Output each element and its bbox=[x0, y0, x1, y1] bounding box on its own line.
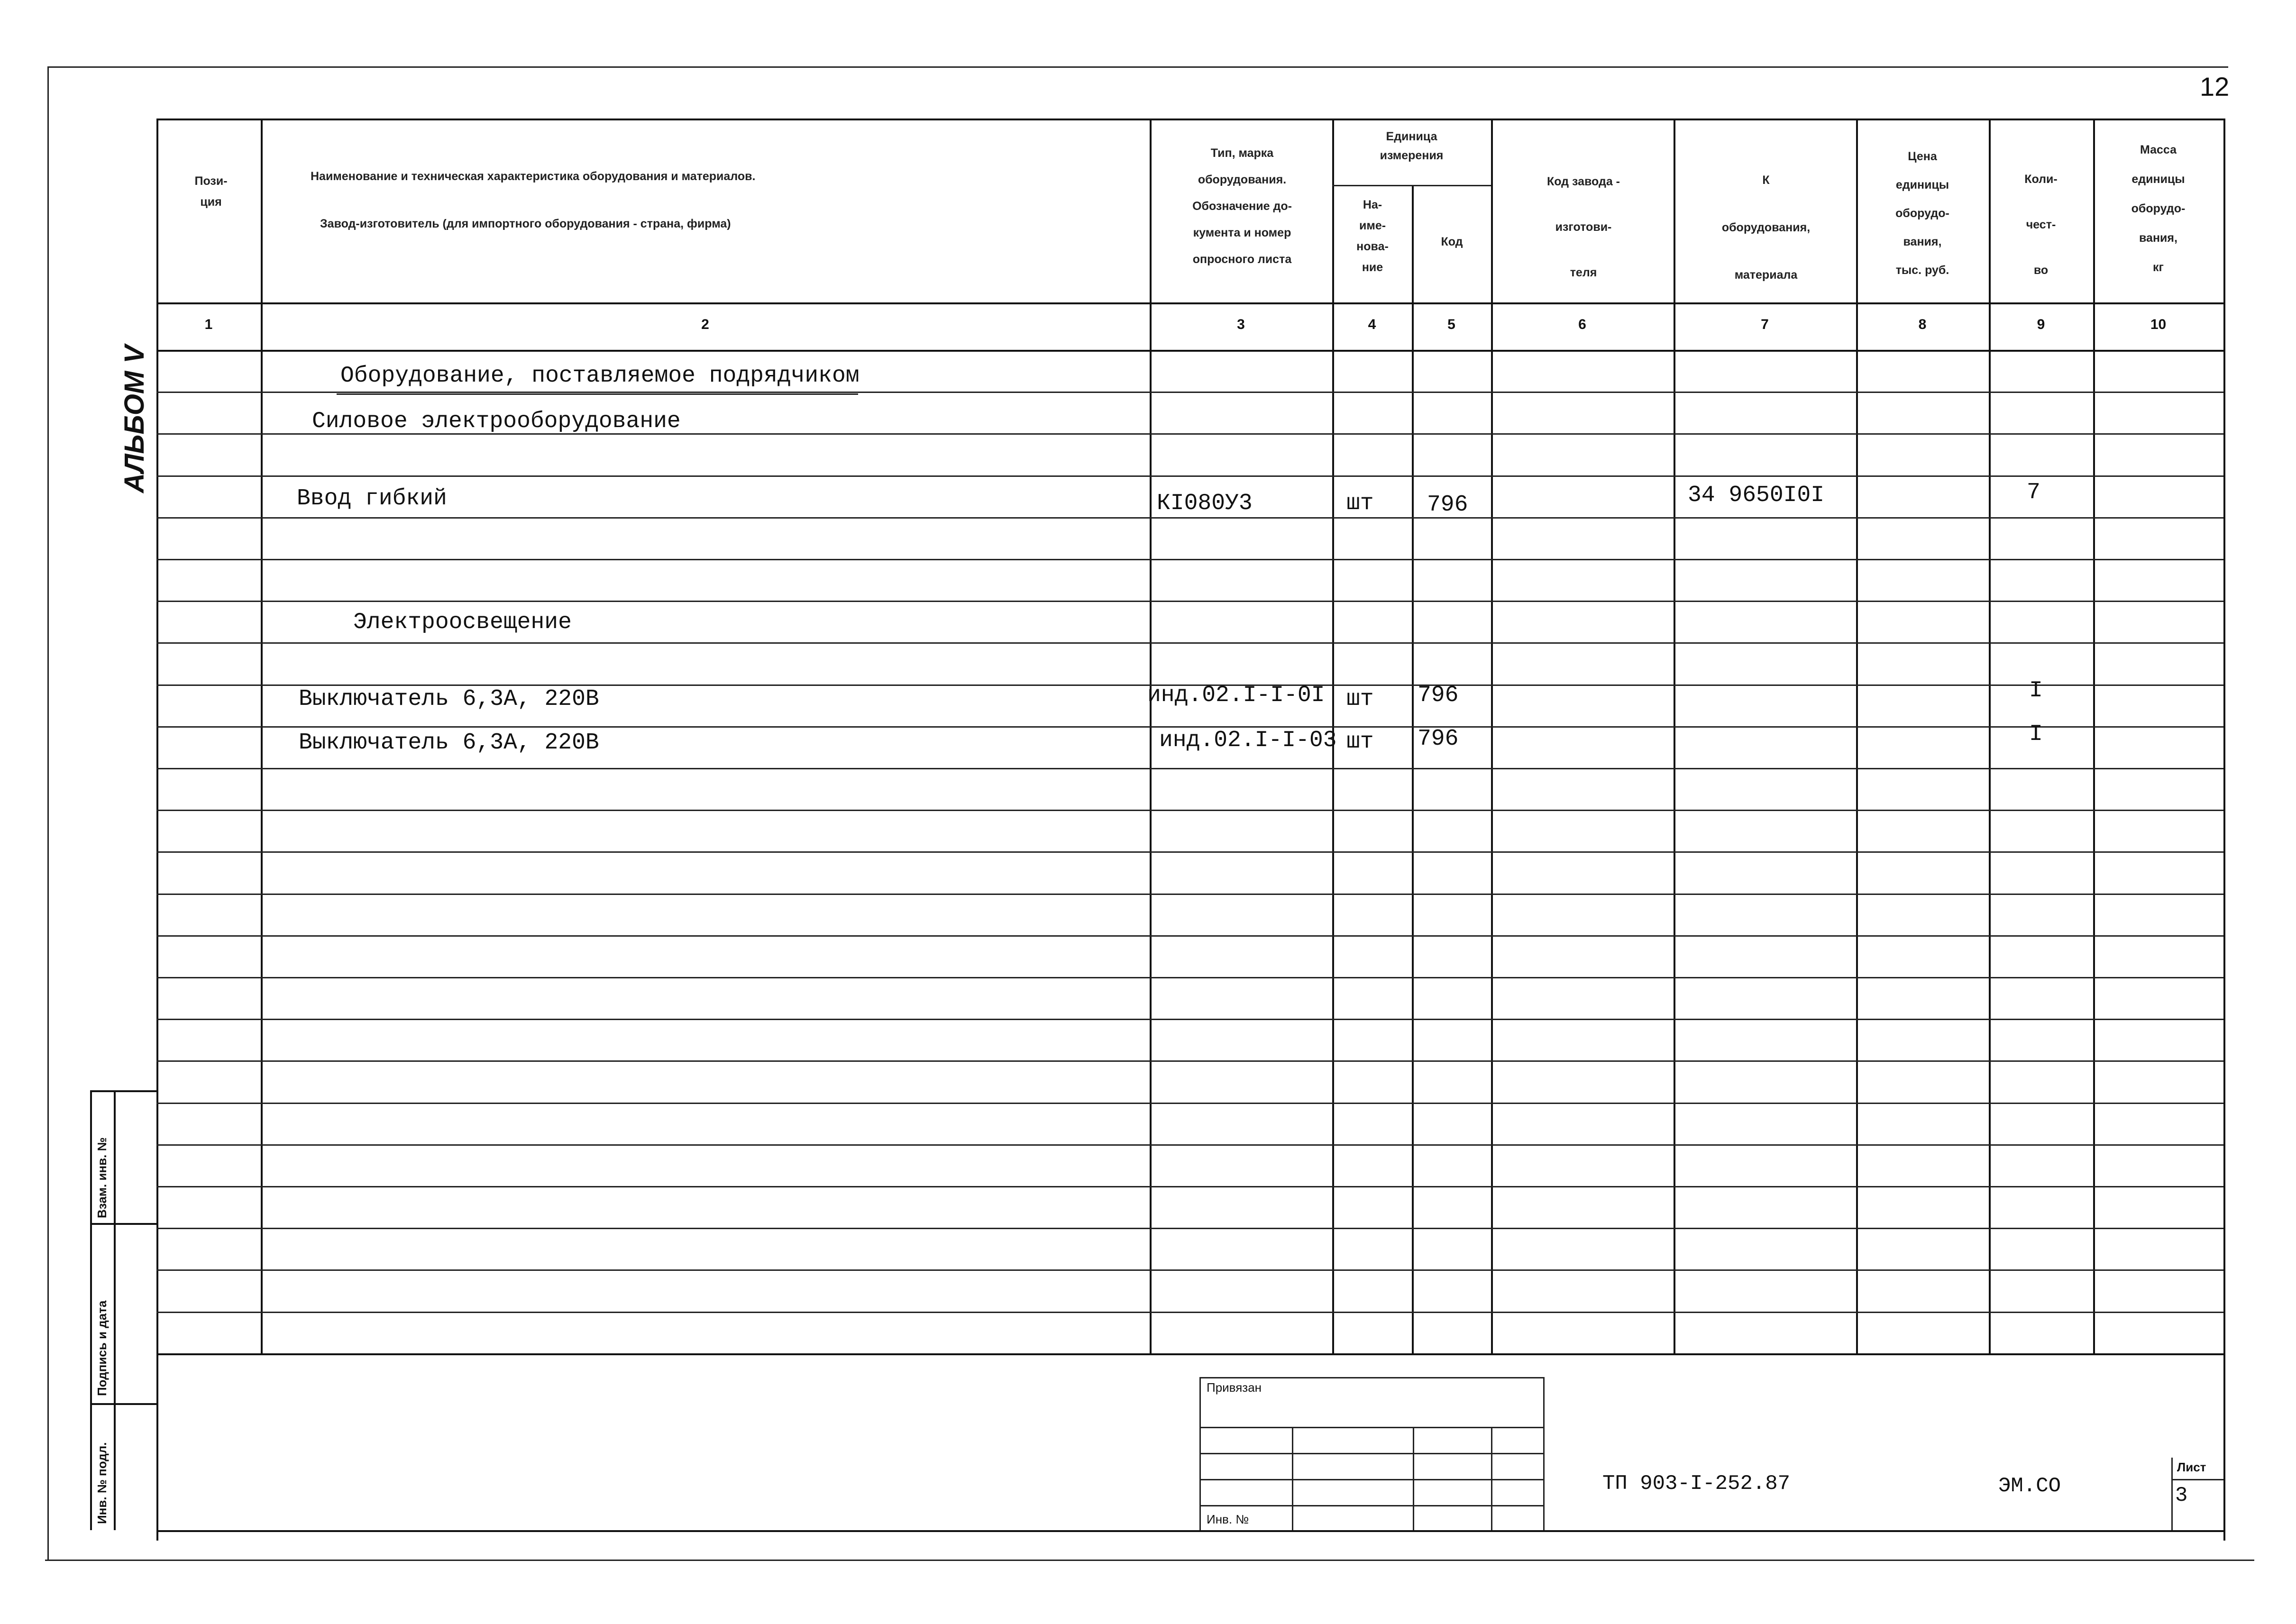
table-bottom-border bbox=[156, 1530, 2223, 1532]
sheet-number: 3 bbox=[2175, 1484, 2188, 1507]
table-row-line bbox=[156, 517, 2223, 519]
side-stamp-div1 bbox=[90, 1223, 156, 1225]
sheet-box-left bbox=[2171, 1458, 2173, 1530]
col-number-3: 3 bbox=[1237, 317, 1245, 332]
header-position: Пози- ция bbox=[194, 174, 228, 209]
table-row-qty: 7 bbox=[2027, 480, 2040, 505]
header-mass: Масса единицы оборудо- вания, кг bbox=[2131, 143, 2186, 274]
table-row-line bbox=[156, 642, 2223, 644]
table-row-line bbox=[156, 977, 2223, 978]
col-line-8 bbox=[1989, 119, 1991, 1353]
stamp-privyazan: Привязан bbox=[1207, 1380, 1262, 1395]
unit-group-divider bbox=[1332, 185, 1491, 186]
col-number-4: 4 bbox=[1368, 317, 1376, 332]
table-row-line bbox=[156, 894, 2223, 895]
table-row-name: Выключатель 6,3А, 220В bbox=[299, 686, 599, 712]
outer-bottom-border bbox=[45, 1560, 2254, 1561]
table-right-border bbox=[2223, 119, 2225, 1541]
table-row-code: 796 bbox=[1427, 492, 1468, 518]
table-row-type: инд.02.I-I-0I bbox=[1147, 683, 1325, 708]
side-stamp-vzam: Взам. инв. № bbox=[95, 1137, 109, 1218]
heading-underline bbox=[337, 393, 858, 395]
col-line-2 bbox=[1150, 119, 1152, 1353]
header-k-code: К оборудования, материала bbox=[1721, 173, 1811, 282]
table-row-qty: I bbox=[2029, 721, 2043, 747]
section-heading-contractor: Оборудование, поставляемое подрядчиком bbox=[340, 363, 860, 389]
table-row-line bbox=[156, 1019, 2223, 1020]
table-row-unit: шт bbox=[1346, 491, 1374, 516]
table-row-line bbox=[156, 768, 2223, 769]
table-row-name: Ввод гибкий bbox=[297, 486, 447, 511]
col-number-10: 10 bbox=[2150, 317, 2167, 332]
outer-left-border bbox=[47, 66, 49, 1560]
header-name-line1: Наименование и техническая характеристика оборудования и материалов. bbox=[311, 170, 756, 183]
side-stamp-podpis: Подпись и дата bbox=[95, 1300, 109, 1396]
table-row-qty: I bbox=[2029, 678, 2043, 703]
side-stamp-top bbox=[90, 1090, 156, 1092]
header-unit-code: Код bbox=[1441, 235, 1463, 248]
page-number: 12 bbox=[2200, 72, 2230, 101]
table-row-line bbox=[156, 1103, 2223, 1104]
col-number-8: 8 bbox=[1918, 317, 1927, 332]
doc-code: ТП 903-I-252.87 bbox=[1602, 1472, 1791, 1496]
table-row-line bbox=[156, 1144, 2223, 1146]
table-row-line bbox=[156, 1228, 2223, 1229]
col-line-5 bbox=[1491, 119, 1493, 1353]
sheet-box-divider bbox=[2171, 1479, 2223, 1480]
table-row-line bbox=[156, 601, 2223, 602]
header-price: Цена единицы оборудо- вания, тыс. руб. bbox=[1895, 150, 1949, 277]
table-row-line bbox=[156, 1312, 2223, 1313]
table-body-bottom bbox=[156, 1353, 2223, 1355]
table-row-line bbox=[156, 1060, 2223, 1062]
table-row-type: инд.02.I-I-03 bbox=[1159, 728, 1337, 753]
col-number-1: 1 bbox=[204, 317, 213, 332]
col-line-6 bbox=[1674, 119, 1675, 1353]
header-name-line2: Завод-изготовитель (для импортного оборудования - страна, фирма) bbox=[320, 217, 731, 230]
col-line-7 bbox=[1856, 119, 1858, 1353]
section-heading-power: Силовое электрооборудование bbox=[312, 409, 681, 434]
side-stamp-div2 bbox=[90, 1403, 156, 1405]
table-row-name: Выключатель 6,3А, 220В bbox=[299, 730, 599, 756]
table-row-line bbox=[156, 1186, 2223, 1187]
col-number-2: 2 bbox=[701, 317, 709, 332]
section-heading-lighting: Электроосвещение bbox=[353, 610, 572, 635]
header-bottom-border bbox=[156, 302, 2223, 304]
col-number-7: 7 bbox=[1761, 317, 1769, 332]
side-stamp-inv-podl: Инв. № подл. bbox=[95, 1442, 109, 1524]
stamp-col-3 bbox=[1491, 1427, 1492, 1530]
table-row-line bbox=[156, 810, 2223, 811]
table-row-line bbox=[156, 392, 2223, 393]
table-row-code: 796 bbox=[1418, 726, 1459, 752]
album-mark: АЛЬБОМ V bbox=[119, 345, 150, 493]
side-stamp-mid-border bbox=[114, 1090, 116, 1530]
table-row-unit: шт bbox=[1346, 686, 1374, 712]
side-stamp-left-border bbox=[90, 1090, 92, 1530]
col-number-9: 9 bbox=[2037, 317, 2045, 332]
stamp-right-border bbox=[1543, 1377, 1545, 1530]
stamp-top bbox=[1199, 1377, 1543, 1378]
table-row-unit: шт bbox=[1346, 729, 1374, 755]
table-row-line bbox=[156, 851, 2223, 853]
header-unit-group: Единица измерения bbox=[1380, 130, 1444, 162]
table-row-type: КI080У3 bbox=[1157, 491, 1253, 516]
col-number-6: 6 bbox=[1578, 317, 1586, 332]
stamp-col-2 bbox=[1413, 1427, 1414, 1530]
sheet-label: Лист bbox=[2177, 1460, 2206, 1474]
table-row-k: 34 9650I0I bbox=[1688, 483, 1825, 508]
col-number-5: 5 bbox=[1447, 317, 1455, 332]
stamp-col-1 bbox=[1292, 1427, 1293, 1530]
header-unit-name: На- име- нова- ние bbox=[1356, 198, 1389, 274]
col-line-1 bbox=[261, 119, 263, 1353]
table-row-line bbox=[156, 475, 2223, 477]
table-row-code: 796 bbox=[1418, 683, 1459, 708]
header-factory-code: Код завода - изготови- теля bbox=[1546, 175, 1620, 279]
table-row-line bbox=[156, 1269, 2223, 1271]
table-top-border bbox=[156, 119, 2223, 120]
header-type: Тип, марка оборудования. Обозначение до- кумента и номер опросного листа bbox=[1192, 146, 1292, 266]
col-line-9 bbox=[2093, 119, 2095, 1353]
stamp-inv-no: Инв. № bbox=[1207, 1512, 1249, 1526]
header-quantity: Коли- чест- во bbox=[2024, 173, 2058, 277]
doc-mark: ЭМ.СО bbox=[1998, 1474, 2061, 1498]
table-row-line bbox=[156, 559, 2223, 560]
outer-top-border bbox=[47, 66, 2228, 68]
table-row-line bbox=[156, 935, 2223, 937]
col-numbers-bottom-border bbox=[156, 350, 2223, 352]
